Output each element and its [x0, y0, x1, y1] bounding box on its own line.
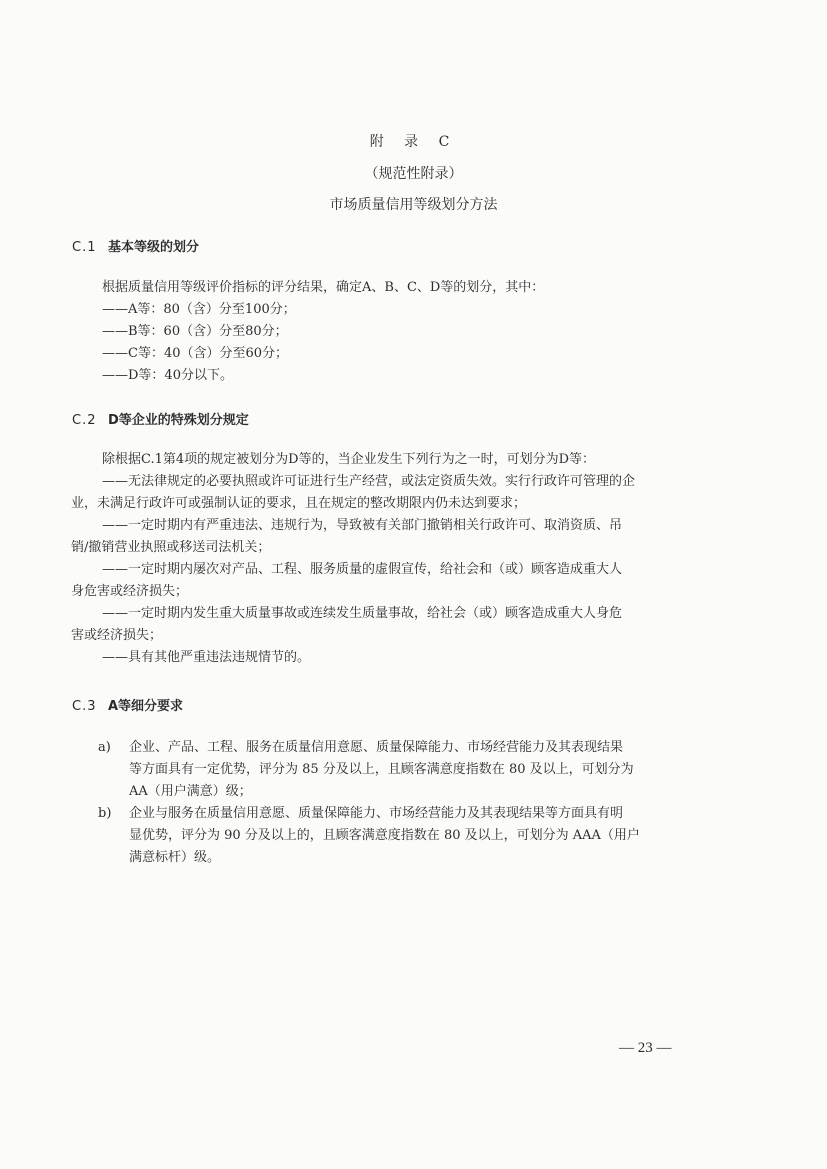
paragraph-line: 除根据C.1第4项的规定被划分为D等的，当企业发生下列行为之一时，可划分为D等： — [102, 452, 596, 467]
paragraph-line: 害或经济损失； — [71, 628, 163, 643]
paragraph-line: 等方面具有一定优势，评分为 85 分及以上，且顾客满意度指数在 80 及以上，可划分为 — [129, 762, 634, 777]
paragraph-line: ——一定时期内有严重违法、违规行为，导致被有关部门撤销相关行政许可、取消资质、吊 — [102, 518, 623, 533]
section-number: C.1 — [72, 240, 97, 255]
section-c2-heading — [72, 409, 249, 428]
appendix-type: （规范性附录） — [364, 166, 463, 182]
section-title: A等细分要求 — [108, 699, 184, 714]
section-c3-heading — [72, 695, 183, 714]
section-c1-body — [102, 277, 692, 387]
paragraph-line: ——具有其他严重违法违规情节的。 — [102, 650, 311, 665]
section-number: C.2 — [72, 413, 97, 428]
paragraph-line: 身危害或经济损失； — [71, 584, 189, 599]
paragraph-line: 企业、产品、工程、服务在质量信用意愿、质量保障能力、市场经营能力及其表现结果 — [129, 740, 624, 755]
paragraph-line: ——无法律规定的必要执照或许可证进行生产经营，或法定资质失效。实行行政许可管理的企 — [102, 474, 636, 489]
grade-d-line: ——D等：40分以下。 — [102, 368, 233, 383]
paragraph-line: 满意标杆）级。 — [129, 850, 221, 865]
paragraph-line: 显优势，评分为 90 分及以上的，且顾客满意度指数在 80 及以上，可划分为 AAA（用户 — [129, 828, 640, 843]
paragraph-line: ——一定时期内发生重大质量事故或连续发生质量事故，给社会（或）顾客造成重大人身危 — [102, 606, 623, 621]
grade-a-line: ——A等：80（含）分至100分； — [102, 302, 296, 317]
paragraph-line: ——一定时期内屡次对产品、工程、服务质量的虚假宣传，给社会和（或）顾客造成重大人 — [102, 562, 623, 577]
paragraph-line: 根据质量信用等级评价指标的评分结果，确定A、B、C、D等的划分，其中： — [102, 280, 545, 295]
grade-b-line: ——B等：60（含）分至80分； — [102, 324, 288, 339]
section-c2-body — [71, 449, 692, 669]
grade-c-line: ——C等：40（含）分至60分； — [102, 346, 289, 361]
section-title: D等企业的特殊划分规定 — [108, 413, 249, 428]
list-item-label: b) — [98, 806, 112, 821]
list-item-body — [129, 803, 691, 869]
list-item-label: a) — [98, 740, 111, 755]
paragraph-line: AA（用户满意）级； — [129, 784, 252, 799]
section-title: 基本等级的划分 — [108, 240, 200, 255]
page-number: — 23 — — [619, 1040, 672, 1056]
section-number: C.3 — [72, 699, 97, 714]
paragraph-line: 业，未满足行政许可或强制认证的要求，且在规定的整改期限内仍未达到要求； — [71, 496, 527, 511]
list-item-body — [129, 737, 691, 803]
section-c1-heading — [72, 236, 199, 255]
paragraph-line: 企业与服务在质量信用意愿、质量保障能力、市场经营能力及其表现结果等方面具有明 — [129, 806, 624, 821]
appendix-title: 附 录 C — [369, 134, 458, 150]
appendix-name: 市场质量信用等级划分方法 — [329, 197, 498, 213]
paragraph-line: 销/撤销营业执照或移送司法机关； — [71, 540, 271, 555]
